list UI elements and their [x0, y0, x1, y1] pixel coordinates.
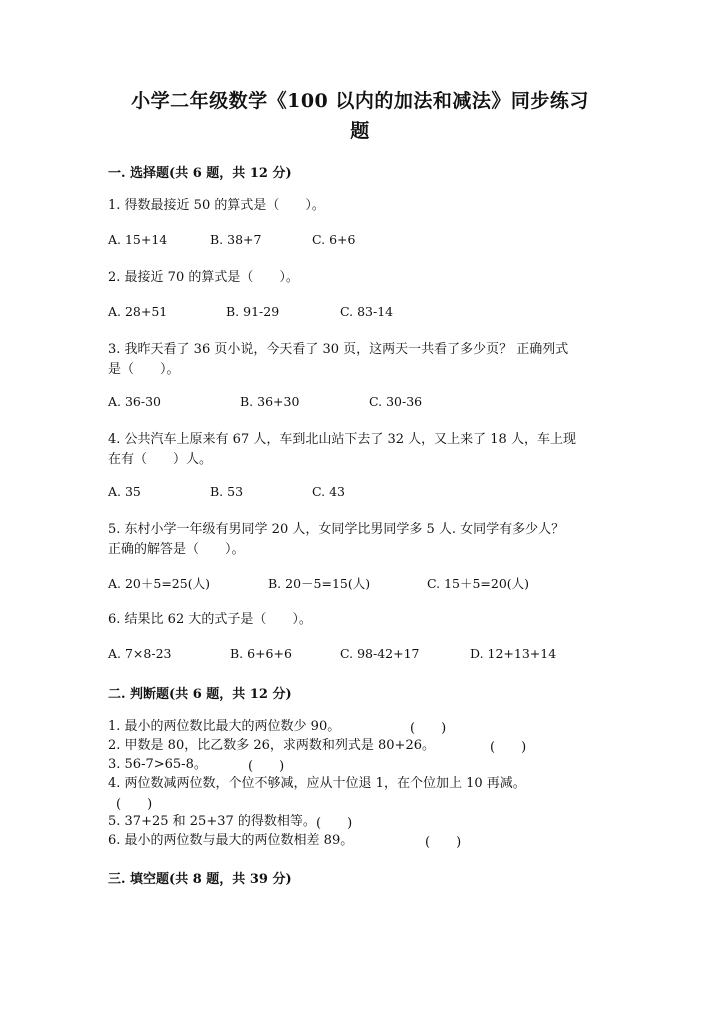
option-b: B. 38+7	[210, 232, 262, 247]
question-5-options	[108, 574, 628, 594]
question-4	[108, 430, 576, 470]
option-b: B. 36+30	[240, 394, 300, 409]
option-c: C. 30-36	[369, 394, 423, 409]
option-a: A. 36-30	[108, 394, 162, 409]
option-a: A. 20＋5=25(人)	[108, 576, 210, 591]
title-line-2: 题	[350, 120, 370, 142]
answer-parens-2: ( )	[490, 740, 527, 755]
section-heading-choice: 一. 选择题(共 6 题，共 12 分)	[108, 166, 292, 181]
judge-item-3: 3. 56-7>65-8。	[108, 757, 207, 772]
answer-parens-3: ( )	[248, 759, 285, 774]
question-1: 1. 得数最接近 50 的算式是（ ）。	[108, 198, 325, 213]
question-5-line-1: 5. 东村小学一年级有男同学 20 人，女同学比男同学多 5 人. 女同学有多少人？	[108, 522, 565, 537]
section-heading-judge: 二. 判断题(共 6 题，共 12 分)	[108, 687, 292, 702]
option-c: C. 43	[312, 484, 345, 499]
option-b: B. 6+6+6	[230, 646, 292, 661]
question-3	[108, 340, 568, 380]
judge-item-2: 2. 甲数是 80，比乙数多 26，求两数和列式是 80+26。	[108, 738, 435, 753]
question-3-line-2: 是（ ）。	[108, 362, 180, 377]
question-1-options	[108, 232, 628, 252]
option-a: A. 35	[108, 484, 141, 499]
question-2-options	[108, 304, 628, 324]
option-a: A. 28+51	[108, 304, 168, 319]
question-5-line-2: 正确的解答是（ ）。	[108, 542, 245, 557]
answer-parens-6: ( )	[425, 835, 462, 850]
judge-item-4: 4. 两位数减两位数，个位不够减，应从十位退 1，在个位加上 10 再减。	[108, 776, 526, 791]
question-3-line-1: 3. 我昨天看了 36 页小说，今天看了 30 页，这两天一共看了多少页？ 正确列式	[108, 342, 569, 357]
title-line-1: 小学二年级数学《100 以内的加法和减法》同步练习	[131, 90, 589, 112]
option-c: C. 98-42+17	[340, 646, 420, 661]
page-title	[60, 86, 660, 146]
judge-item-6: 6. 最小的两位数与最大的两位数相差 89。	[108, 833, 354, 848]
question-4-line-1: 4. 公共汽车上原来有 67 人，车到北山站下去了 32 人，又上来了 18 人，车上现	[108, 432, 576, 447]
option-b: B. 20－5=15(人)	[268, 576, 371, 591]
option-a: A. 7×8-23	[108, 646, 172, 661]
question-6-options	[108, 646, 628, 666]
option-d: D. 12+13+14	[470, 646, 557, 661]
answer-parens-1: ( )	[410, 721, 447, 736]
judge-item-5: 5. 37+25 和 25+37 的得数相等。	[108, 814, 316, 829]
option-c: C. 15＋5=20(人)	[427, 576, 530, 591]
answer-parens-4: ( )	[116, 797, 153, 812]
option-a: A. 15+14	[108, 232, 168, 247]
question-4-line-2: 在有（ ）人。	[108, 452, 213, 467]
question-6: 6. 结果比 62 大的式子是（ ）。	[108, 612, 312, 627]
question-2: 2. 最接近 70 的算式是（ ）。	[108, 270, 299, 285]
question-5	[108, 520, 564, 560]
answer-parens-5: ( )	[316, 816, 353, 831]
option-c: C. 6+6	[312, 232, 356, 247]
section-heading-fill: 三. 填空题(共 8 题，共 39 分)	[108, 872, 292, 887]
question-4-options	[108, 484, 628, 504]
option-b: B. 91-29	[226, 304, 280, 319]
judge-item-1: 1. 最小的两位数比最大的两位数少 90。	[108, 719, 341, 734]
question-3-options	[108, 394, 628, 414]
option-b: B. 53	[210, 484, 244, 499]
option-c: C. 83-14	[340, 304, 394, 319]
